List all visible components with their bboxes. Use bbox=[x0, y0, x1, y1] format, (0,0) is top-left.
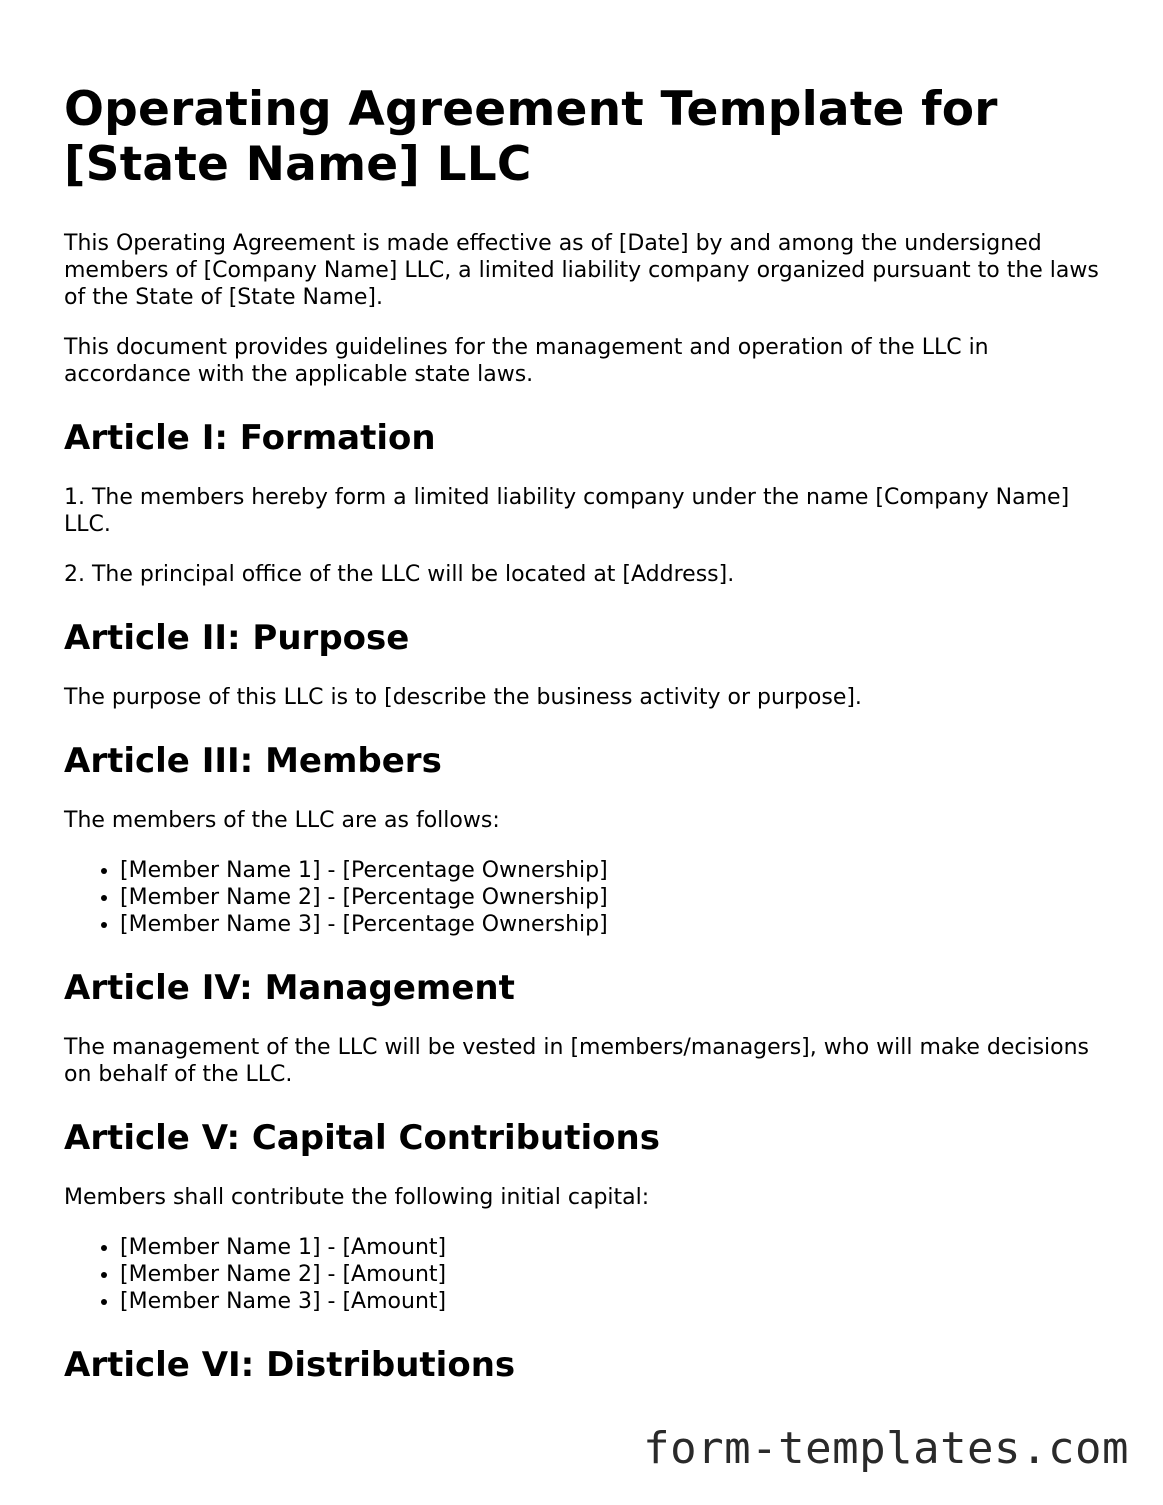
article-formation bbox=[64, 418, 1099, 588]
article-paragraph: The management of the LLC will be vested in [members/managers], who will make decisions on behalf of the LLC. bbox=[64, 1035, 1090, 1087]
document-page bbox=[64, 82, 1099, 1411]
article-management bbox=[64, 968, 1099, 1088]
article-heading: Article VI: Distributions bbox=[64, 1345, 516, 1385]
article-paragraph: The purpose of this LLC is to [describe the business activity or purpose]. bbox=[64, 685, 862, 710]
article-paragraph: The members of the LLC are as follows: bbox=[64, 808, 500, 833]
list-item: • [Member Name 3] - [Percentage Ownership] bbox=[120, 911, 1099, 938]
article-capital-contributions bbox=[64, 1118, 1099, 1315]
contributions-list bbox=[64, 1234, 1099, 1315]
watermark: form-templates.com bbox=[643, 1423, 1129, 1474]
members-list bbox=[64, 857, 1099, 938]
article-distributions bbox=[64, 1345, 1099, 1385]
article-paragraph: 1. The members hereby form a limited liability company under the name [Company Name] LLC. bbox=[64, 485, 1070, 537]
list-item: • [Member Name 1] - [Percentage Ownership] bbox=[120, 857, 1099, 884]
article-heading: Article I: Formation bbox=[64, 418, 436, 458]
article-heading: Article III: Members bbox=[64, 741, 442, 781]
article-heading: Article IV: Management bbox=[64, 968, 515, 1008]
list-item: • [Member Name 2] - [Amount] bbox=[120, 1261, 1099, 1288]
article-purpose bbox=[64, 618, 1099, 711]
document-title: Operating Agreement Template for [State Name] LLC bbox=[64, 82, 998, 192]
article-heading: Article V: Capital Contributions bbox=[64, 1118, 660, 1158]
list-item: • [Member Name 2] - [Percentage Ownership] bbox=[120, 884, 1099, 911]
intro-paragraph-2: This document provides guidelines for the management and operation of the LLC in accordance with the applicable state laws. bbox=[64, 335, 989, 387]
list-item: • [Member Name 1] - [Amount] bbox=[120, 1234, 1099, 1261]
article-paragraph: Members shall contribute the following initial capital: bbox=[64, 1185, 650, 1210]
intro-paragraph-1: This Operating Agreement is made effective as of [Date] by and among the undersigned members of [Company Name] LLC, a limited liability company organized pursuant to the laws of the State of [State Name]. bbox=[64, 231, 1099, 310]
article-members bbox=[64, 741, 1099, 938]
article-paragraph: 2. The principal office of the LLC will be located at [Address]. bbox=[64, 562, 735, 587]
article-heading: Article II: Purpose bbox=[64, 618, 410, 658]
list-item: • [Member Name 3] - [Amount] bbox=[120, 1288, 1099, 1315]
